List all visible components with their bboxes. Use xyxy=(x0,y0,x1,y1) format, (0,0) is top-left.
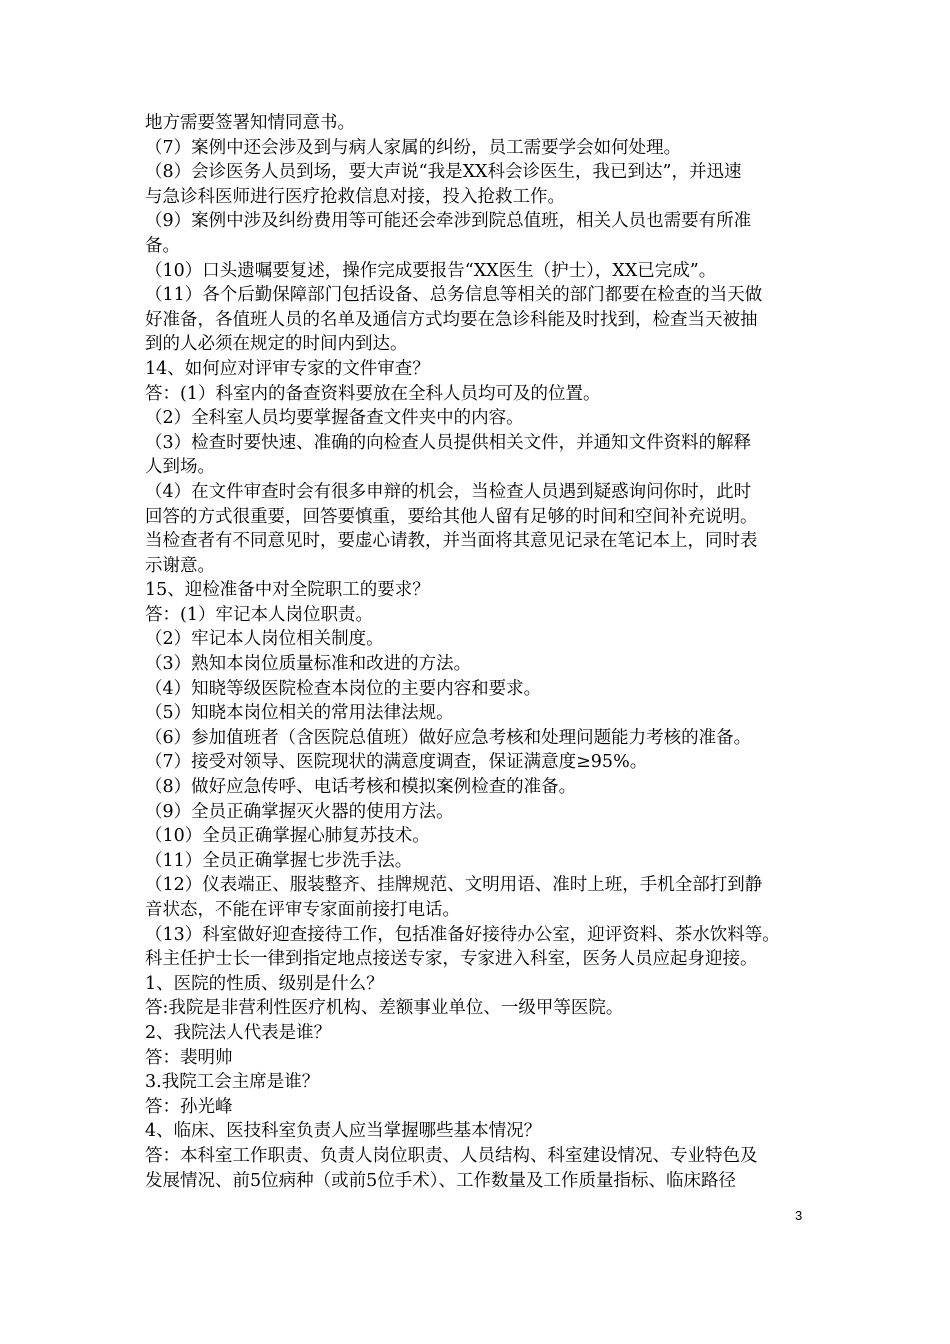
text-line: （4）在文件审查时会有很多申辩的机会，当检查人员遇到疑惑询问你时，此时 xyxy=(145,481,752,502)
question-heading: 4、临床、医技科室负责人应当掌握哪些基本情况？ xyxy=(145,1121,542,1142)
question-heading: 3.我院工会主席是谁？ xyxy=(145,1072,320,1093)
text-line: （8）做好应急传呼、电话考核和模拟案例检查的准备。 xyxy=(145,777,577,798)
text-line: 发展情况、前5位病种（或前5位手术）、工作数量及工作质量指标、临床路径 xyxy=(145,1170,737,1191)
text-line: （2）牢记本人岗位相关制度。 xyxy=(145,629,384,650)
text-line: 人到场。 xyxy=(145,457,215,478)
text-line: （8）会诊医务人员到场，要大声说“我是XX科会诊医生，我已到达”，并迅速 xyxy=(145,162,742,183)
text-line: （3）熟知本岗位质量标准和改进的方法。 xyxy=(145,654,472,675)
text-line: （9）全员正确掌握灭火器的使用方法。 xyxy=(145,801,454,822)
text-line: （13）科室做好迎查接待工作，包括准备好接待办公室，迎评资料、茶水饮料等。 xyxy=(145,924,780,945)
question-heading: 15、迎检准备中对全院职工的要求？ xyxy=(145,580,430,601)
text-line: 地方需要签署知情同意书。 xyxy=(145,113,355,133)
text-line: 答：孙光峰 xyxy=(145,1096,233,1117)
text-line: （11）各个后勤保障部门包括设备、总务信息等相关的部门都要在检查的当天做 xyxy=(145,285,763,306)
text-line: （6）参加值班者（含医院总值班）做好应急考核和处理问题能力考核的准备。 xyxy=(145,727,752,748)
text-line: （9）案例中涉及纠纷费用等可能还会牵涉到院总值班，相关人员也需要有所准 xyxy=(145,211,752,232)
text-line: 答：本科室工作职责、负责人岗位职责、人员结构、科室建设情况、专业特色及 xyxy=(145,1145,758,1166)
document-body xyxy=(145,111,815,1193)
page-number: 3 xyxy=(795,1208,803,1223)
text-line: 到的人必须在规定的时间内到达。 xyxy=(145,334,408,355)
text-line: 答：(1）科室内的备查资料要放在全科人员均可及的位置。 xyxy=(145,383,601,404)
text-line: （10）全员正确掌握心肺复苏技术。 xyxy=(145,826,430,847)
text-line: （5）知晓本岗位相关的常用法律法规。 xyxy=(145,703,454,724)
text-line: （10）口头遗嘱要复述，操作完成要报告“XX医生（护士），XX已完成”。 xyxy=(145,260,717,281)
text-line: （12）仪表端正、服装整齐、挂牌规范、文明用语、准时上班，手机全部打到静 xyxy=(145,875,763,896)
text-line: （3）检查时要快速、准确的向检查人员提供相关文件，并通知文件资料的解释 xyxy=(145,432,752,453)
text-line: 回答的方式很重要，回答要慎重，要给其他人留有足够的时间和空间补充说明。 xyxy=(145,506,758,527)
text-line: 示谢意。 xyxy=(145,555,215,576)
text-line: （2）全科室人员均要掌握备查文件夹中的内容。 xyxy=(145,408,524,429)
question-heading: 14、如何应对评审专家的文件审查？ xyxy=(145,358,430,379)
text-line: （4）知晓等级医院检查本岗位的主要内容和要求。 xyxy=(145,678,542,699)
text-line: 备。 xyxy=(145,235,180,256)
text-line: 与急诊科医师进行医疗抢救信息对接，投入抢救工作。 xyxy=(145,186,565,207)
text-line: 答：(1）牢记本人岗位职责。 xyxy=(145,604,373,625)
text-line: 音状态，不能在评审专家面前接打电话。 xyxy=(145,900,460,920)
text-line: 答：裴明帅 xyxy=(145,1047,233,1068)
text-line: 当检查者有不同意见时，要虚心请教，并当面将其意见记录在笔记本上，同时表 xyxy=(145,531,758,552)
question-heading: 2、我院法人代表是谁？ xyxy=(145,1022,332,1043)
text-line: 好准备，各值班人员的名单及通信方式均要在急诊科能及时找到，检查当天被抽 xyxy=(145,309,758,330)
text-line: 答:我院是非营利性医疗机构、差额事业单位、一级甲等医院。 xyxy=(145,998,624,1019)
text-line: （11）全员正确掌握七步洗手法。 xyxy=(145,850,413,871)
question-heading: 1、医院的性质、级别是什么？ xyxy=(145,973,384,994)
text-line: 科主任护士长一律到指定地点接送专家，专家进入科室，医务人员应起身迎接。 xyxy=(145,949,758,970)
text-line: （7）案例中还会涉及到与病人家属的纠纷，员工需要学会如何处理。 xyxy=(145,137,682,158)
text-line: （7）接受对领导、医院现状的满意度调查，保证满意度≥95%。 xyxy=(145,752,648,773)
